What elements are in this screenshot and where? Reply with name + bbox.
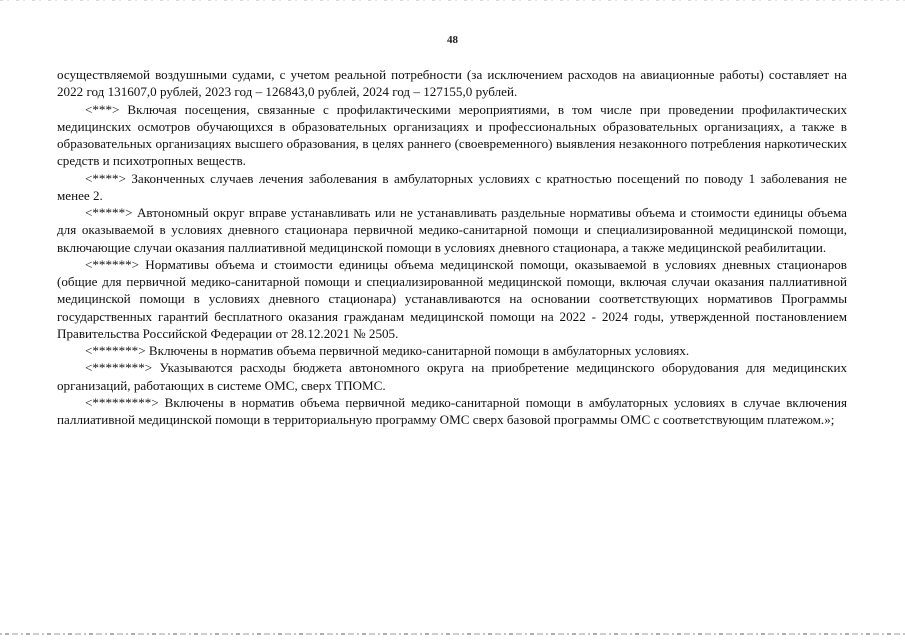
scan-edge-top (0, 0, 905, 1)
paragraph-continuation: осуществляемой воздушными судами, с учетом реальной потребности (за исключением расходов на авиационные работы) составляет на 2022 год 131607,0 рублей, 2023 год – 126843,0 рублей, 2024 год – 127155,0 рублей. (57, 67, 847, 100)
page-number: 48 (447, 34, 458, 46)
footnote-6-stars: <******> Нормативы объема и стоимости единицы объема медицинской помощи, оказываемой в условиях дневных стационаров (общие для первичной медико-санитарной помощи и специализированной медицинской помощи, включая случаи оказания паллиативной медицинской помощи в условиях дневного стационара) устанавливаются на основании соответствующих нормативов Программы государственных гарантий бесплатного оказания гражданам медицинской помощи на 2022 - 2024 годы, утвержденной постановлением Правительства Российской Федерации от 28.12.2021 № 2505. (57, 256, 847, 341)
footnote-5-stars: <*****> Автономный округ вправе устанавливать или не устанавливать раздельные нормативы объема и стоимости единицы объема для оказываемой в условиях дневного стационара первичной медико-санитарной помощи и специализированной медицинской помощи, включающие случаи оказания паллиативной медицинской помощи в условиях дневного стационара, а также медицинской реабилитации. (57, 205, 847, 255)
footnotes-body (57, 66, 847, 428)
footnote-7-stars: <*******> Включены в норматив объема первичной медико-санитарной помощи в амбулаторных условиях. (85, 343, 690, 358)
footnote-8-stars: <********> Указываются расходы бюджета автономного округа на приобретение медицинского оборудования для медицинских организаций, работающих в системе ОМС, сверх ТПОМС. (57, 360, 847, 393)
footnote-9-stars: <*********> Включены в норматив объема первичной медико-санитарной помощи в амбулаторных условиях в случае включения паллиативной медицинской помощи в территориальную программу ОМС сверх базовой программы ОМС с соответствующим платежом.»; (57, 394, 847, 427)
footnote-3-stars: <***> Включая посещения, связанные с профилактическими мероприятиями, в том числе при проведении профилактических медицинских осмотров обучающихся в образовательных организациях и профессиональных образовательных организациях, а также в образовательных организациях высшего образования, в целях раннего (своевременного) выявления незаконного потребления наркотических средств и психотропных веществ. (57, 101, 847, 169)
footnote-4-stars: <****> Законченных случаев лечения заболевания в амбулаторных условиях с кратностью посещений по поводу 1 заболевания не менее 2. (57, 170, 847, 203)
scan-edge-bottom (0, 633, 905, 635)
